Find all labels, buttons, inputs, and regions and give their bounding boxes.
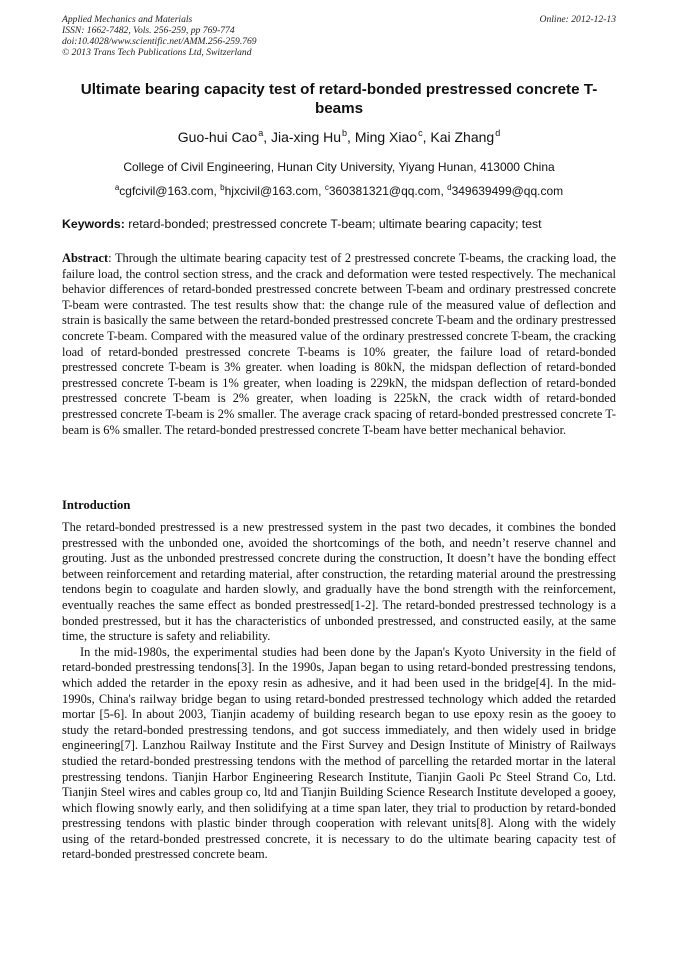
email-address: cgfcivil@163.com <box>119 184 214 198</box>
online-date: Online: 2012-12-13 <box>539 14 616 25</box>
abstract-text: : Through the ultimate bearing capacity test of 2 prestressed concrete T-beams, the cracking load, the failure load, the control section stress, and the crack and deformation were tested respectively. The mechanical behavior differences of retard-bonded prestressed concrete between T-beam and ordinary prestressed concrete T-beam were contrasted. The test results show that: the change rule of the measured value of deflection and strain is basically the same between the retard-bonded prestressed concrete T-beam and the ordinary prestressed concrete T-beam. Compared with the measured value of the ordinary prestressed concrete T-beam, the cracking load of retard-bonded prestressed concrete T-beams is 10% greater, the failure load of retard-bonded prestressed concrete T-beam is 3% greater. when loading is 80kN, the midspan deflection of retard-bonded prestressed concrete T-beam is 1% greater, when loading is 229kN, the midspan deflection of retard-bonded prestressed concrete T-beam is 2% greater, when loading is 225kN, the crack width of retard-bonded prestressed concrete T-beam is 2% smaller. The average crack spacing of retard-bonded prestressed concrete T-beam is 6% smaller. The retard-bonded prestressed concrete T-beam have better mechanical behavior. <box>62 251 616 437</box>
paper-title: Ultimate bearing capacity test of retard-bonded prestressed concrete T-beams <box>80 81 598 117</box>
journal-name: Applied Mechanics and Materials <box>62 14 193 25</box>
abstract-label: Abstract <box>62 251 109 265</box>
email-address: 349639499@qq.com <box>451 184 564 198</box>
author-superscript: c <box>418 128 423 138</box>
author-list: Guo-hui Cao$^a$, Jia-xing Hu$^b$, Ming Xiao$^c$, Kai Zhang$^d$ <box>177 128 501 145</box>
author-name: Kai Zhang <box>430 129 495 145</box>
introduction-body <box>62 520 616 863</box>
introduction-paragraph: The retard-bonded prestressed is a new prestressed system in the past two decades, it combines the bonded prestressed with the unbonded one, avoided the shortcomings of the both, and needn’t reserve channel and grouting. Just as the unbonded prestressed concrete during the construction, It doesn’t have the bonding effect between reinforcement and retarding material, after construction, the retarding material around the prestressing tendons begin to coagulate and harden slowly, and gradually have the bond strength with the reinforcement, eventually reaches the same effect as bonded prestressed[1-2]. The retard-bonded prestressed technology is a bonded prestressed, but it has the characteristics of unbonded prestressed, and constructed easily, at the same time, the structure is safety and reliability. <box>62 520 616 644</box>
keywords <box>62 217 616 232</box>
keywords-text: retard-bonded; prestressed concrete T-beam; ultimate bearing capacity; test <box>128 217 542 231</box>
keywords-label: Keywords: <box>62 217 125 231</box>
introduction-paragraph: In the mid-1980s, the experimental studies had been done by the Japan's Kyoto University in the field of retard-bonded prestressing tendons[3]. In the 1990s, Japan began to using retard-bonded prestressing tendons, which added the retarder in the epoxy resin as adhesive, and it had been used in the bridge[4]. In the mid-1990s, China's railway bridge began to using retard-bonded prestressed technology which added the retarded mortar [5-6]. In about 2003, Tianjin academy of building research began to use epoxy resin as the gooey to study the retard-bonded prestressing tendons, and got success immediately, and then widely used in bridge engineering[7]. Lanzhou Railway Institute and the First Survey and Design Institute of Ministry of Railways studied the retard-bonded prestressing tendons with the method of parcelling the retarded mortar in the lateral prestressing tendons. Tianjin Harbor Engineering Research Institute, Tianjin Gaoli Pc Steel Strand Co, Ltd. Tianjin Steel wires and cables group co, ltd and Tianjin Building Science Research Institute developed a gooey, which flowing snowly early, and then solidifying at a time span later, they trial to production by retard-bonded prestressing tendons with plastic binder through cooperation with relevant units[8]. Along with the widely using of the retard-bonded prestressed concrete, it is necessary to do the ultimate bearing capacity test of retard-bonded prestressed concrete beam. <box>62 644 616 862</box>
author-superscript: a <box>258 128 264 138</box>
affiliation: College of Civil Engineering, Hunan City University, Yiyang Hunan, 413000 China <box>123 160 555 174</box>
issn-line: ISSN: 1662-7482, Vols. 256-259, pp 769-774 <box>62 25 235 36</box>
email-superscript: b <box>220 183 225 192</box>
email-superscript: c <box>324 183 329 192</box>
email-superscript: a <box>114 183 120 192</box>
doi-line: doi:10.4028/www.scientific.net/AMM.256-259.769 <box>62 36 257 47</box>
abstract <box>62 251 616 438</box>
author-name: Guo-hui Cao <box>177 129 258 145</box>
author-name: Ming Xiao <box>354 129 418 145</box>
copyright-line: © 2013 Trans Tech Publications Ltd, Switzerland <box>62 47 252 58</box>
author-superscript: b <box>342 128 348 138</box>
email-address: 360381321@qq.com <box>328 184 441 198</box>
introduction-heading: Introduction <box>62 498 131 512</box>
email-list: $^a$cgfcivil@163.com, $^b$hjxcivil@163.com, $^c$360381321@qq.com, $^d$349639499@qq.com <box>114 183 564 198</box>
author-superscript: d <box>495 128 501 138</box>
journal-header <box>62 14 616 58</box>
email-superscript: d <box>447 183 452 192</box>
author-name: Jia-xing Hu <box>270 129 342 145</box>
email-address: hjxcivil@163.com <box>224 184 319 198</box>
